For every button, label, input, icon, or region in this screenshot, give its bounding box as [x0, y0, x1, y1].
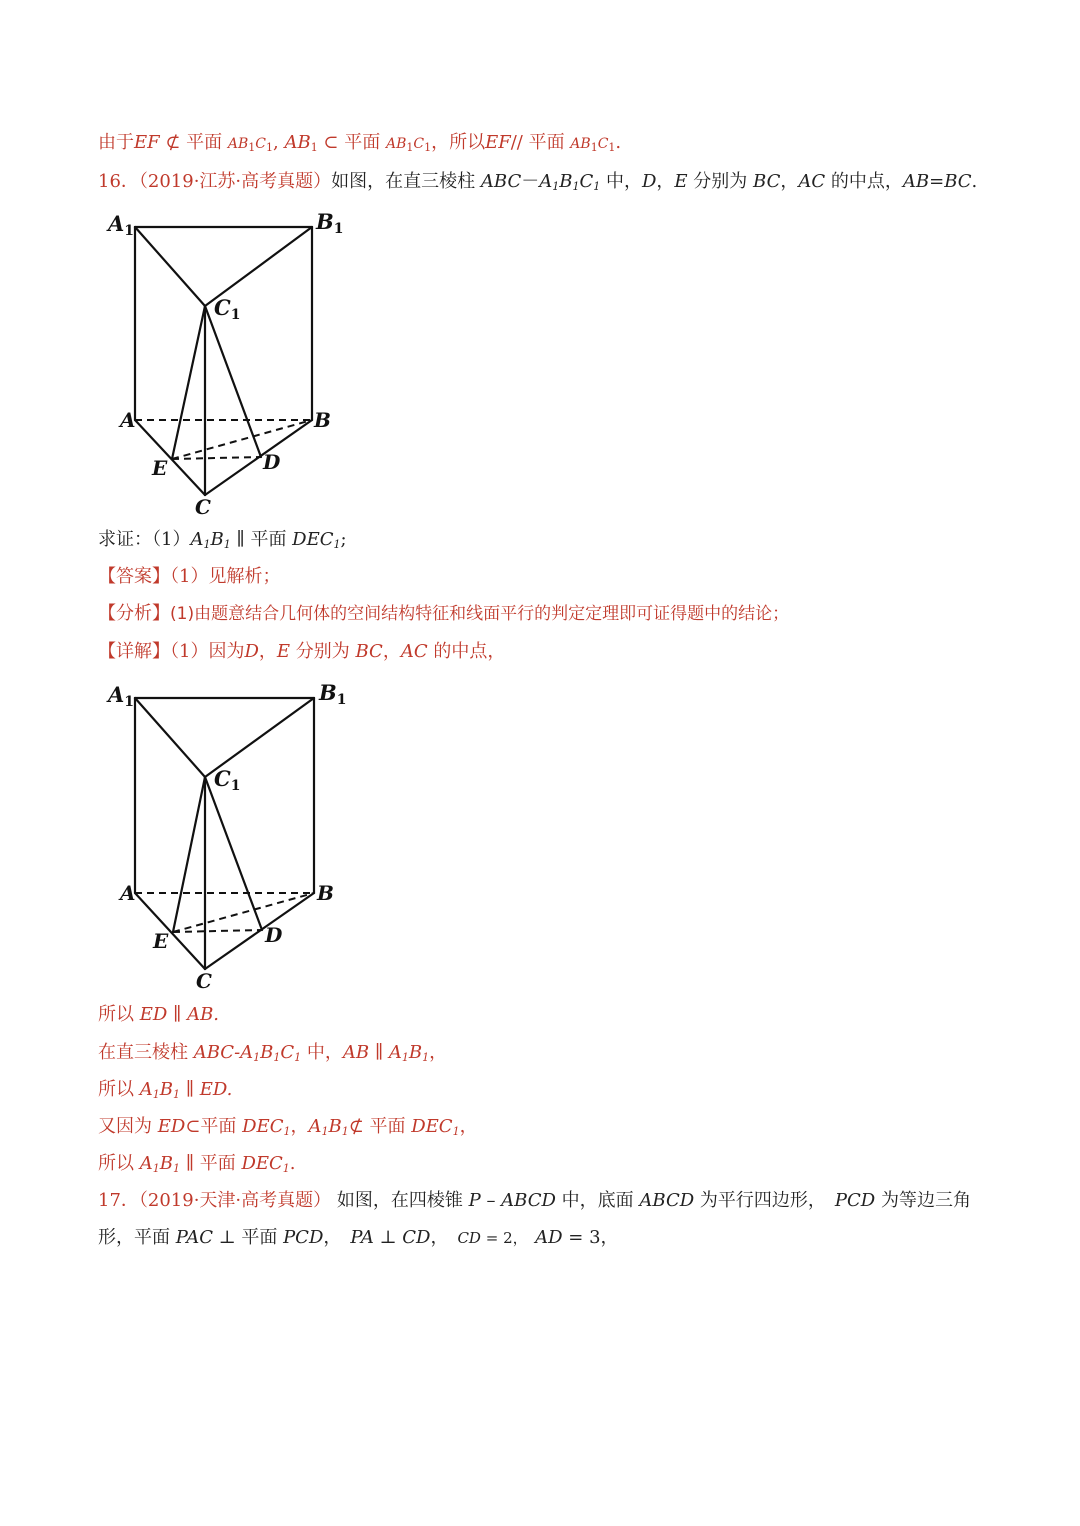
text: A — [139, 1079, 153, 1100]
text: ，所以 — [431, 132, 486, 153]
text: DEC — [411, 1116, 453, 1137]
text: 的中点， — [825, 171, 903, 192]
edge-c1e — [172, 306, 205, 459]
detail-tag: 【详解】 — [98, 641, 170, 662]
text: C — [280, 1042, 295, 1063]
text: B — [210, 529, 224, 550]
text: BC — [944, 171, 972, 192]
text: . — [615, 132, 622, 153]
text: 1 — [424, 141, 432, 154]
text: D — [641, 171, 657, 192]
label-a1: A1 — [108, 211, 135, 239]
text: 为平行四边形， — [694, 1190, 835, 1211]
edge-eb-hidden — [173, 893, 314, 932]
label-a1: A1 — [108, 682, 135, 710]
label-b1: B1 — [319, 680, 347, 708]
text: 1 — [223, 538, 231, 551]
text: 中，底面 — [555, 1190, 640, 1211]
text: B — [328, 1116, 342, 1137]
text: ， — [429, 1042, 448, 1063]
text: 1 — [401, 1051, 409, 1064]
label-e: E — [153, 929, 169, 953]
edge-eb-hidden — [172, 420, 312, 459]
text: C — [597, 136, 609, 152]
label-a: A — [120, 881, 136, 905]
text: ， — [656, 171, 675, 192]
text: 1 — [593, 180, 601, 193]
text: E — [276, 641, 291, 662]
label-d: D — [265, 923, 283, 947]
label-b1: B1 — [316, 209, 344, 237]
text: C — [579, 171, 594, 192]
answer-tag: 【答案】 — [98, 566, 170, 587]
label-c1: C1 — [214, 295, 241, 323]
text: 分别为 — [290, 641, 356, 662]
text: PCD — [283, 1227, 324, 1248]
text: 1 — [203, 538, 211, 551]
text: CD — [457, 1229, 481, 1247]
text: 1 — [608, 141, 616, 154]
text: ∥ 平面 — [179, 1153, 242, 1174]
text: 1 — [152, 1162, 160, 1175]
text: 1 — [266, 141, 274, 154]
text: = 2， — [480, 1229, 536, 1247]
answer-line — [98, 565, 280, 589]
text: PCD — [834, 1190, 876, 1211]
text: （1）因为 — [170, 641, 245, 662]
label-c1: C1 — [214, 766, 241, 794]
text: A — [190, 529, 204, 550]
text: . — [971, 171, 978, 192]
text: B — [559, 171, 573, 192]
text: 分别为 — [687, 171, 754, 192]
text: 1 — [321, 1125, 329, 1138]
text: P – ABCD — [468, 1190, 556, 1211]
text: 1 — [172, 1162, 180, 1175]
text: 1 — [283, 1125, 291, 1138]
text: ， — [323, 1227, 351, 1248]
prism-figure-1 — [100, 205, 360, 524]
text: ED ∥ AB. — [139, 1004, 220, 1025]
detail-line — [98, 640, 505, 664]
label-d: D — [263, 450, 281, 474]
text: 1 — [310, 141, 318, 154]
label-e: E — [152, 456, 168, 480]
text: 1 — [172, 1088, 180, 1101]
analysis-line — [98, 602, 789, 626]
text: ; — [340, 529, 347, 550]
prove-statement — [98, 528, 347, 552]
text: ∥ 平面 — [230, 529, 293, 550]
text: 1 — [294, 1051, 302, 1064]
text: 形，平面 — [98, 1227, 176, 1248]
text: 中， — [600, 171, 642, 192]
text: // 平面 — [510, 132, 571, 153]
prism-figure-2 — [100, 676, 360, 998]
text: = 3， — [562, 1227, 619, 1248]
text: CD — [402, 1227, 431, 1248]
text: DEC — [242, 1116, 284, 1137]
edge-ed-hidden — [173, 930, 262, 932]
text: 如图，在四棱锥 — [331, 1190, 469, 1211]
text: 如图，在直三棱柱 — [331, 171, 481, 192]
label-c: C — [196, 969, 212, 993]
edge-ed-hidden — [172, 457, 261, 459]
question-17 — [98, 1189, 971, 1213]
solution-step-1 — [98, 1003, 219, 1027]
text: ∥ ED. — [179, 1079, 233, 1100]
question-16 — [98, 170, 977, 194]
text: ⊥ 平面 — [212, 1227, 284, 1248]
prism-diagram — [100, 676, 360, 994]
analysis-tag: 【分析】 — [98, 603, 170, 624]
edge-ac — [135, 893, 205, 969]
label-a: A — [120, 408, 136, 432]
text: ， — [258, 641, 277, 662]
text: A — [139, 1153, 153, 1174]
text: 1 — [572, 180, 580, 193]
text: 1 — [552, 180, 560, 193]
question-number: 17．（2019·天津·高考真题） — [98, 1190, 332, 1211]
text: ABC-A — [193, 1042, 254, 1063]
text: 所以 — [98, 1004, 140, 1025]
text: A — [308, 1116, 322, 1137]
text: ， — [290, 1116, 309, 1137]
solution-step-5 — [98, 1152, 296, 1176]
text: ， — [430, 1227, 458, 1248]
text: (1)由题意结合几何体的空间结构特征和线面平行的判定定理即可证得题中的结论； — [170, 604, 790, 624]
text: AB ∥ A — [342, 1042, 402, 1063]
text: 1 — [333, 538, 341, 551]
text: ⊄ 平面 — [159, 132, 228, 153]
text: A — [539, 171, 553, 192]
text: C — [255, 136, 267, 152]
text: BC — [355, 641, 383, 662]
text: = — [929, 171, 945, 192]
text: 1 — [253, 1051, 261, 1064]
text: 在直三棱柱 — [98, 1042, 194, 1063]
text: 所以 — [98, 1079, 140, 1100]
edge-a1c1 — [135, 227, 205, 306]
text: BC — [753, 171, 781, 192]
text: AD — [535, 1227, 563, 1248]
text: 又因为 — [98, 1116, 158, 1137]
label-b: B — [314, 408, 331, 432]
text: ABC — [480, 171, 522, 192]
solution-step-4 — [98, 1115, 478, 1139]
label-c: C — [195, 495, 211, 519]
text: EF — [134, 132, 160, 153]
text: 1 — [282, 1162, 290, 1175]
text: B — [159, 1079, 173, 1100]
text: , — [273, 132, 285, 153]
text: 1 — [341, 1125, 349, 1138]
text: AC — [798, 171, 826, 192]
text: ED — [157, 1116, 186, 1137]
solution-step-2 — [98, 1041, 447, 1065]
text: ， — [780, 171, 799, 192]
text: 的中点， — [427, 641, 506, 662]
text: ⊂平面 — [185, 1116, 243, 1137]
text: B — [159, 1153, 173, 1174]
text: PAC — [175, 1227, 213, 1248]
text: 所以 — [98, 1153, 140, 1174]
text: AB — [570, 136, 591, 152]
edge-ac — [135, 420, 205, 495]
question-17-cont — [98, 1226, 619, 1250]
text: . — [289, 1153, 296, 1174]
text: 中， — [301, 1042, 343, 1063]
text: DEC — [292, 529, 334, 550]
label-b: B — [317, 881, 334, 905]
text: B — [408, 1042, 423, 1063]
text: 求证：（1） — [98, 529, 191, 550]
text: ⊄ 平面 — [348, 1116, 412, 1137]
text: D — [244, 641, 259, 662]
question-number: 16．（2019·江苏·高考真题） — [98, 171, 332, 192]
text: ABCD — [639, 1190, 695, 1211]
solution-step-3 — [98, 1078, 232, 1102]
text: － — [521, 171, 540, 192]
text: EF — [485, 132, 511, 153]
text: 1 — [273, 1051, 281, 1064]
text: 1 — [452, 1125, 460, 1138]
text: AC — [400, 641, 428, 662]
text-line-1 — [98, 131, 621, 156]
text: 由于 — [98, 132, 134, 153]
edge-a1c1 — [135, 698, 205, 777]
text: 1 — [422, 1051, 430, 1064]
text: AB — [385, 136, 407, 152]
text: ， — [459, 1116, 478, 1137]
edge-c1d — [205, 306, 261, 457]
text: ⊂ 平面 — [317, 132, 386, 153]
text: 为等边三角 — [875, 1190, 971, 1211]
text: ⊥ — [373, 1227, 403, 1248]
text: PA — [350, 1227, 374, 1248]
text: C — [413, 136, 425, 152]
text: ， — [382, 641, 401, 662]
text: 1 — [590, 141, 598, 154]
text: E — [674, 171, 688, 192]
text: 1 — [406, 141, 414, 154]
text: AB — [227, 136, 249, 152]
edge-c1d — [205, 777, 262, 930]
text: 1 — [152, 1088, 160, 1101]
text: （1）见解析； — [170, 566, 281, 587]
text: 1 — [248, 141, 256, 154]
text: AB — [902, 171, 930, 192]
prism-diagram — [100, 205, 360, 520]
text: AB — [284, 132, 311, 153]
text: DEC — [241, 1153, 283, 1174]
text: B — [260, 1042, 274, 1063]
edge-c1e — [173, 777, 205, 932]
